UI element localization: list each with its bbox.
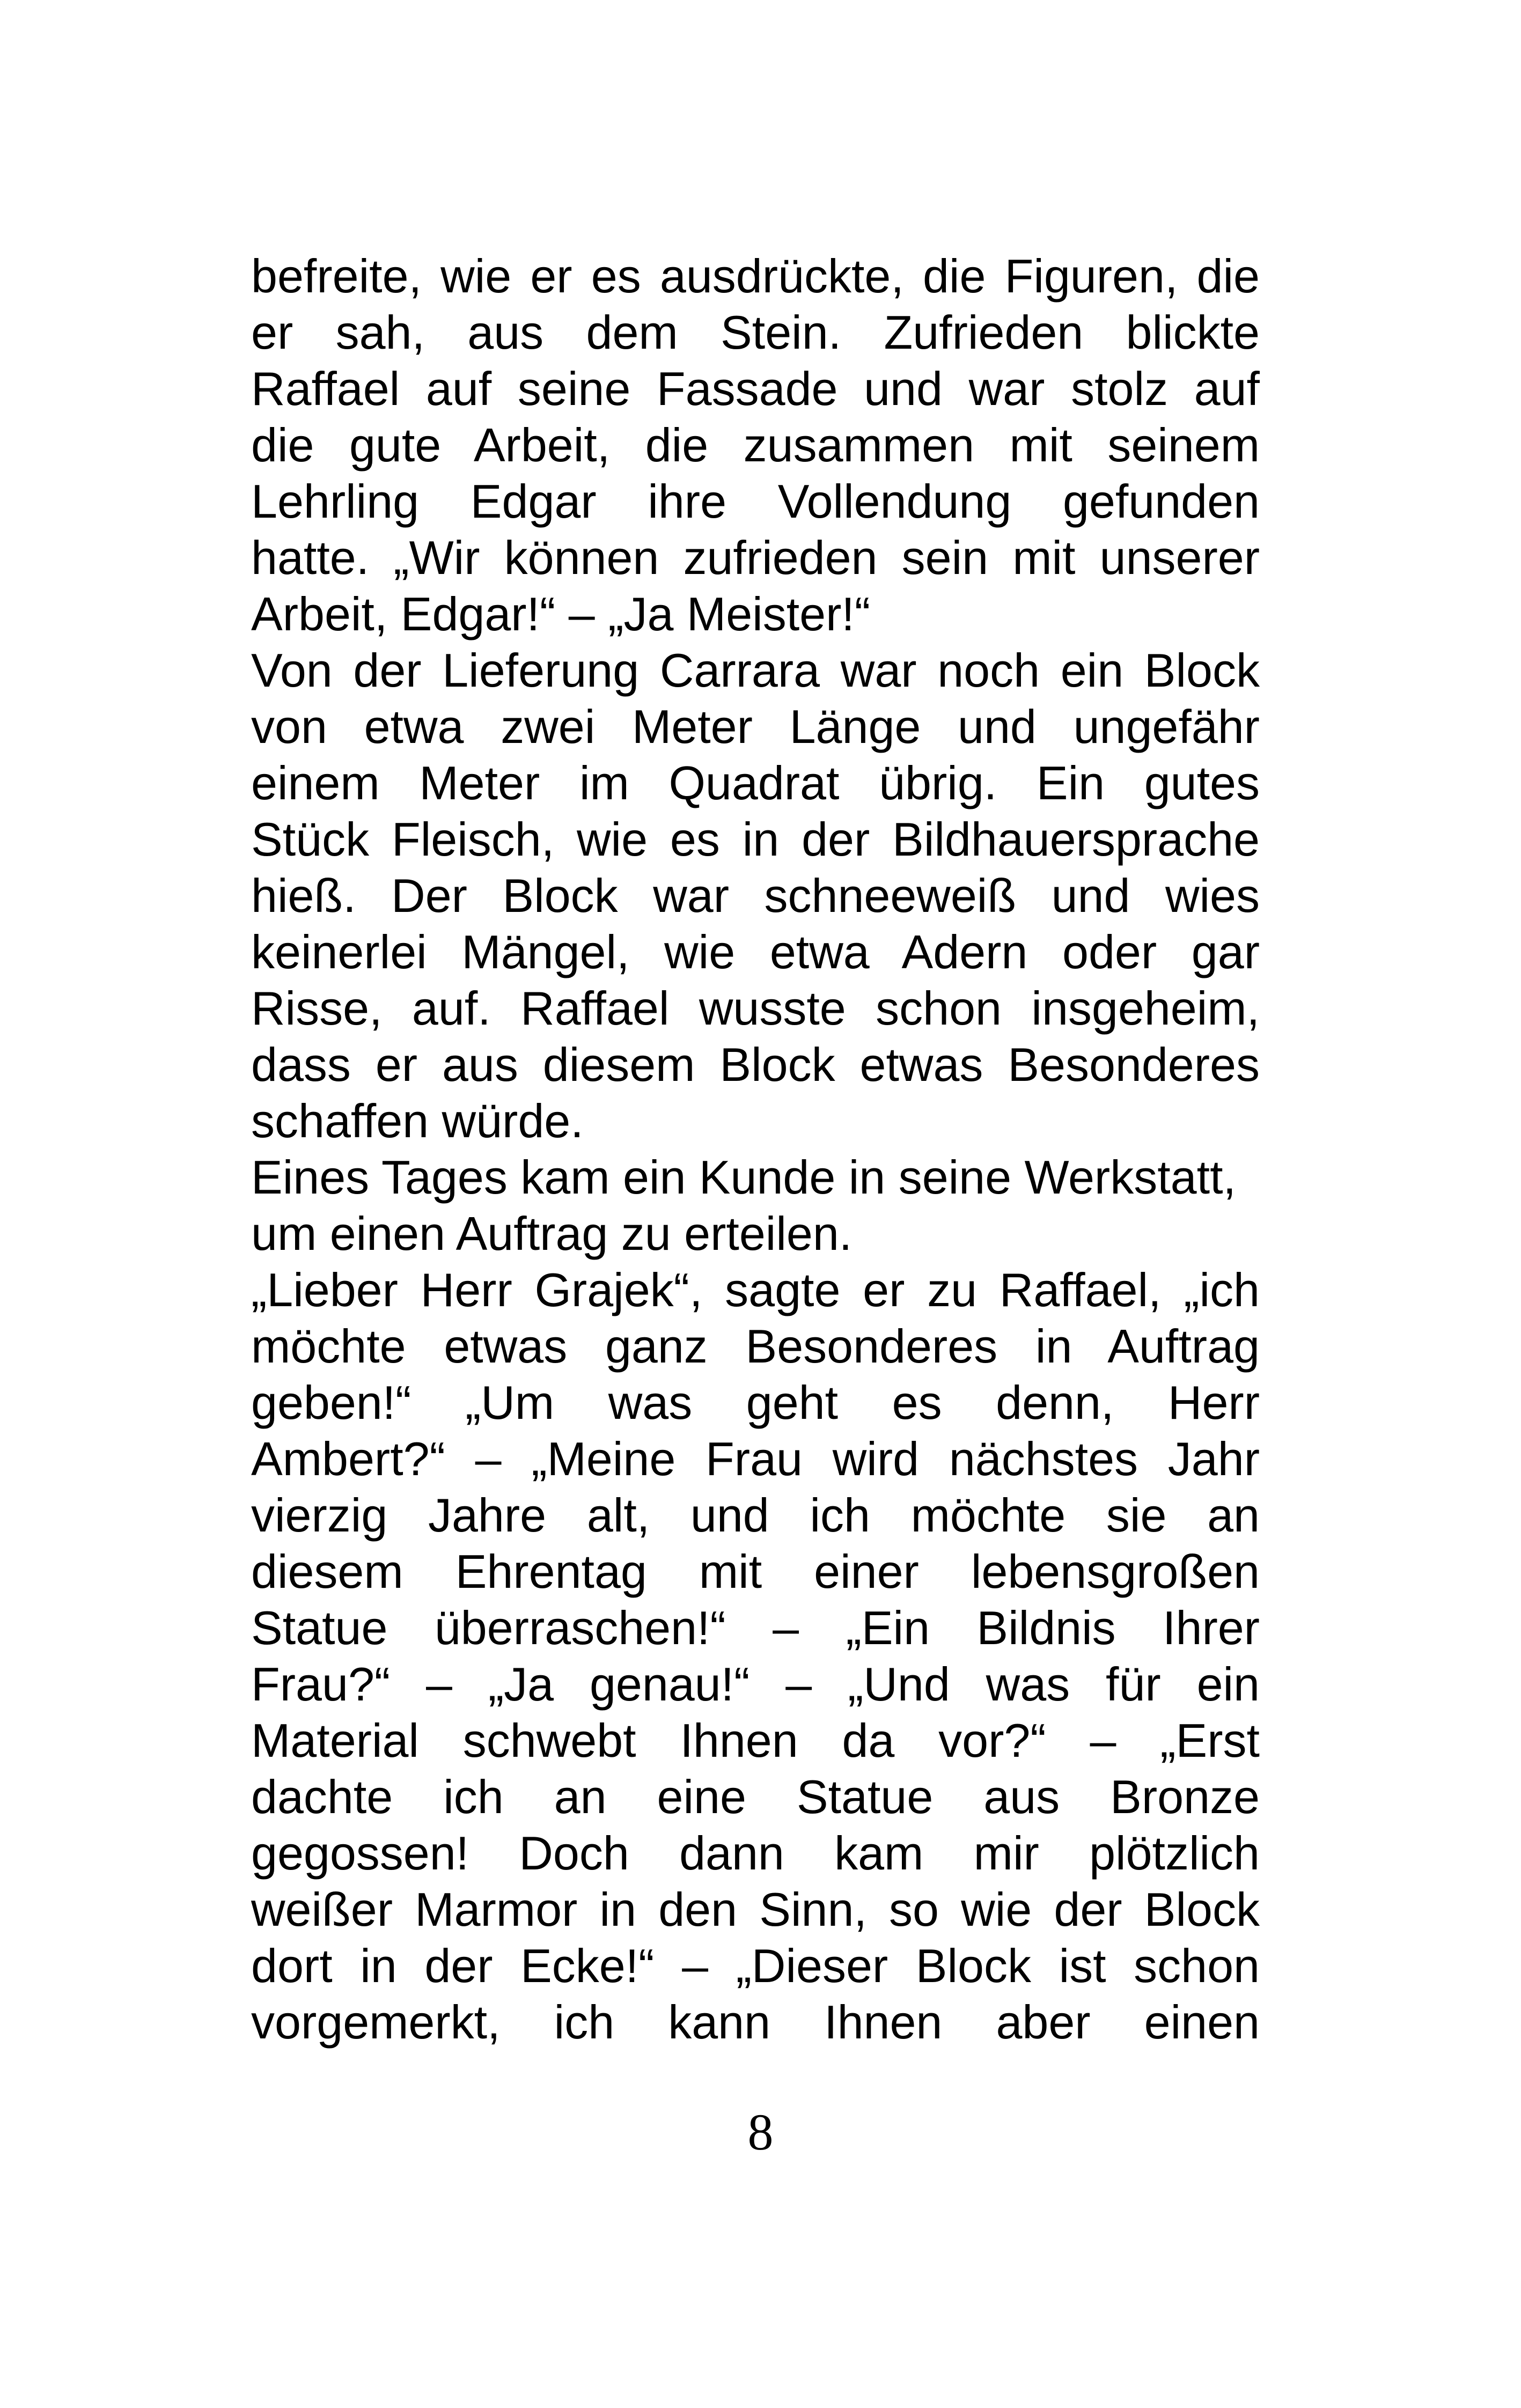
body-text bbox=[251, 248, 1260, 2050]
text-line: geben!“ „Um was geht es denn, Herr bbox=[251, 1376, 1260, 1429]
text-line: dachte ich an eine Statue aus Bronze bbox=[251, 1770, 1260, 1823]
text-line: um einen Auftrag zu erteilen. bbox=[251, 1207, 853, 1260]
text-line: Statue überraschen!“ – „Ein Bildnis Ihrer bbox=[251, 1601, 1260, 1654]
text-line: vorgemerkt, ich kann Ihnen aber einen bbox=[251, 1995, 1260, 2049]
text-line: die gute Arbeit, die zusammen mit seinem bbox=[251, 418, 1260, 472]
text-line: weißer Marmor in den Sinn, so wie der Block bbox=[251, 1883, 1260, 1936]
text-line: diesem Ehrentag mit einer lebensgroßen bbox=[251, 1545, 1260, 1598]
text-line: keinerlei Mängel, wie etwa Adern oder gar bbox=[251, 925, 1260, 978]
text-line: Risse, auf. Raffael wusste schon insgeheim, bbox=[251, 982, 1260, 1035]
text-line: Eines Tages kam ein Kunde in seine Werkstatt, bbox=[251, 1151, 1236, 1204]
text-line: dort in der Ecke!“ – „Dieser Block ist schon bbox=[251, 1939, 1260, 1992]
text-line: Frau?“ – „Ja genau!“ – „Und was für ein bbox=[251, 1658, 1260, 1711]
text-line: vierzig Jahre alt, und ich möchte sie an bbox=[251, 1489, 1260, 1542]
text-line: Stück Fleisch, wie es in der Bildhauersprache bbox=[251, 813, 1260, 866]
text-line: befreite, wie er es ausdrückte, die Figuren, die bbox=[251, 249, 1260, 303]
text-line: Raffael auf seine Fassade und war stolz auf bbox=[251, 362, 1260, 415]
text-line: von etwa zwei Meter Länge und ungefähr bbox=[251, 700, 1260, 753]
text-line: dass er aus diesem Block etwas Besonderes bbox=[251, 1038, 1260, 1091]
text-line: er sah, aus dem Stein. Zufrieden blickte bbox=[251, 306, 1260, 359]
text-line: Material schwebt Ihnen da vor?“ – „Erst bbox=[251, 1714, 1260, 1767]
text-line: schaffen würde. bbox=[251, 1094, 584, 1147]
text-line: „Lieber Herr Grajek“, sagte er zu Raffael, „ich bbox=[251, 1263, 1260, 1316]
page-number: 8 bbox=[747, 2103, 774, 2161]
text-line: Von der Lieferung Carrara war noch ein Block bbox=[251, 644, 1260, 697]
text-line: Ambert?“ – „Meine Frau wird nächstes Jahr bbox=[251, 1432, 1260, 1485]
text-line: Lehrling Edgar ihre Vollendung gefunden bbox=[251, 475, 1260, 528]
text-line: hieß. Der Block war schneeweiß und wies bbox=[251, 869, 1260, 922]
text-line: Arbeit, Edgar!“ – „Ja Meister!“ bbox=[251, 587, 871, 640]
text-line: einem Meter im Quadrat übrig. Ein gutes bbox=[251, 756, 1260, 809]
text-line: hatte. „Wir können zufrieden sein mit unserer bbox=[251, 531, 1260, 584]
text-line: möchte etwas ganz Besonderes in Auftrag bbox=[251, 1320, 1260, 1373]
text-line: gegossen! Doch dann kam mir plötzlich bbox=[251, 1827, 1260, 1880]
